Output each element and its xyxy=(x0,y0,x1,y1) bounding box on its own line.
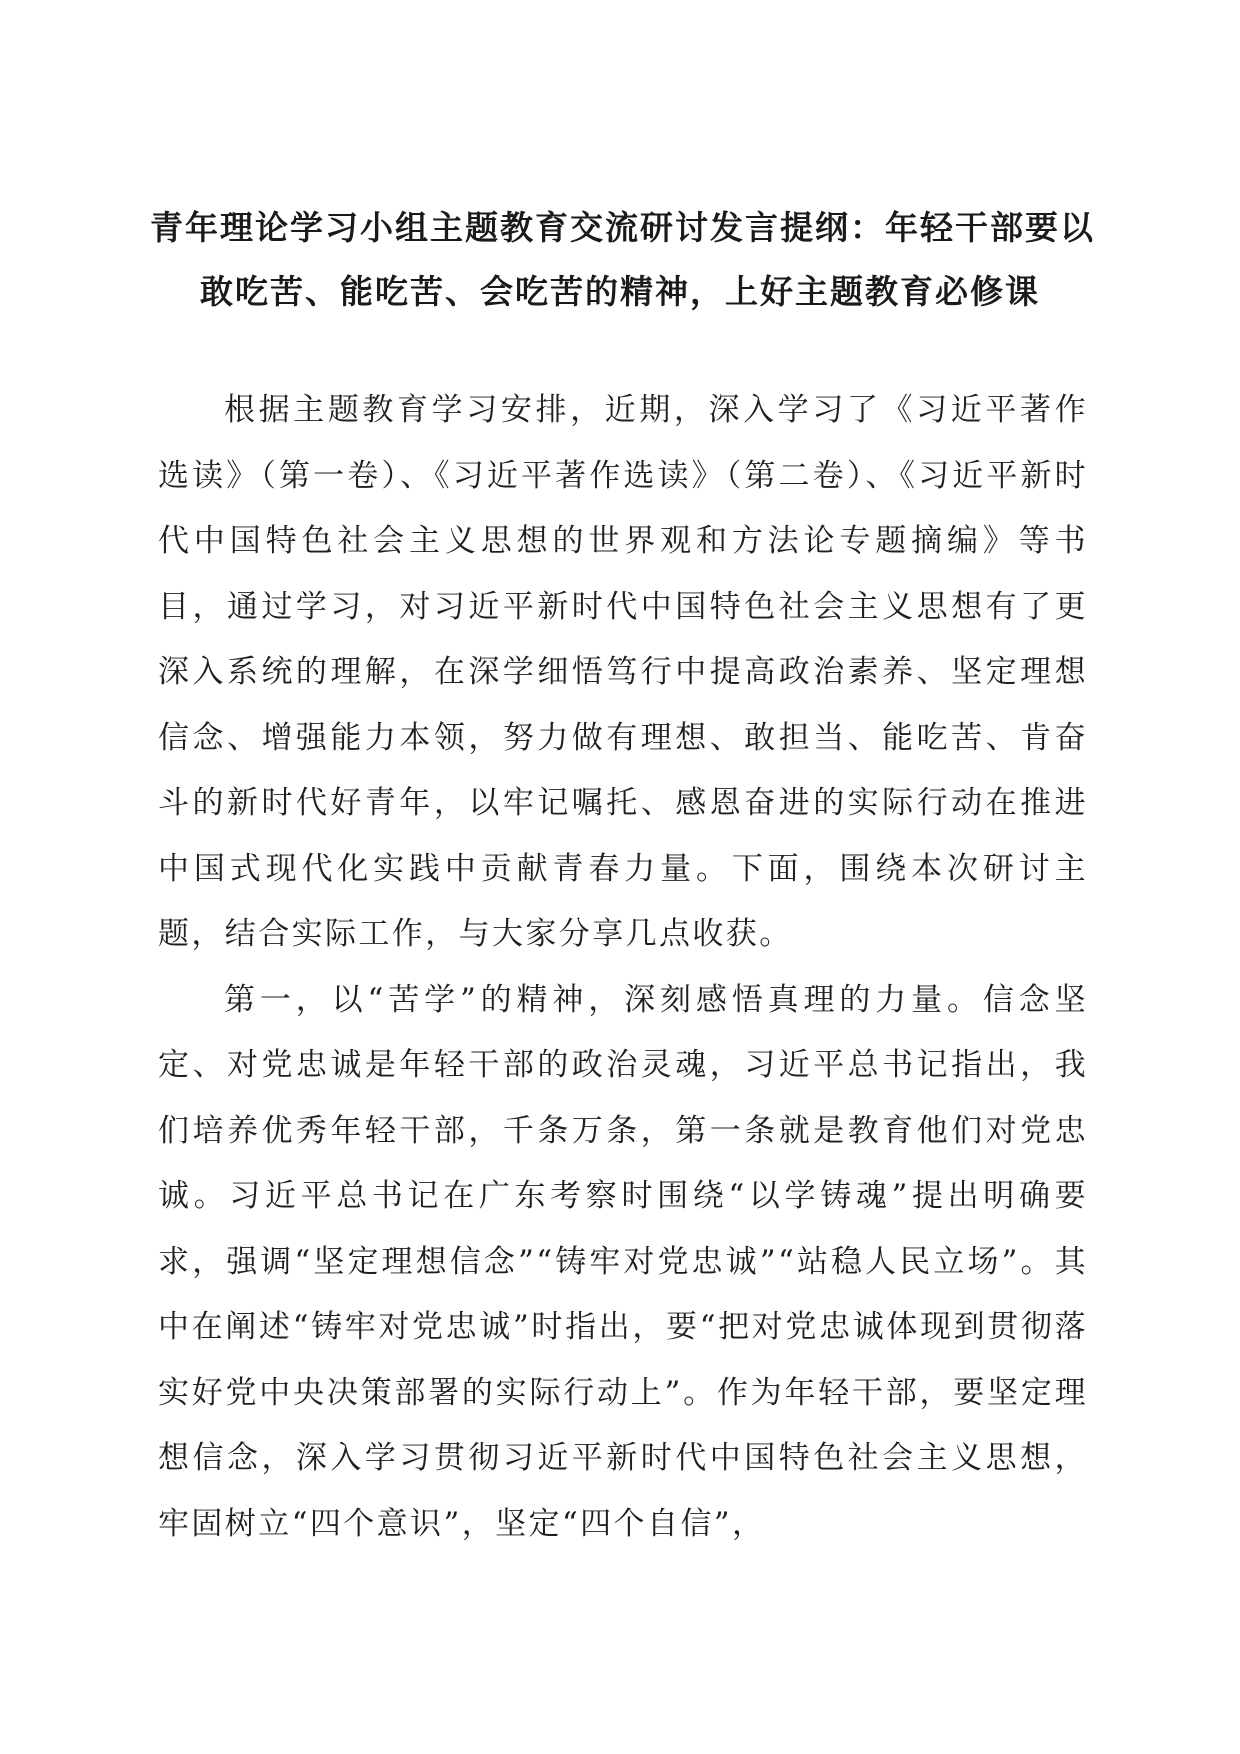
title-line-2: 敢吃苦、能吃苦、会吃苦的精神，上好主题教育必修课 xyxy=(200,272,1040,311)
paragraph-intro: 根据主题教育学习安排，近期，深入学习了《习近平著作选读》（第一卷）、《习近平著作选读》（第二卷）、《习近平新时代中国特色社会主义思想的世界观和方法论专题摘编》等书目，通过学习，对习近平新时代中国特色社会主义思想有了更深入系统的理解，在深学细悟笃行中提高政治素养、坚定理想信念、增强能力本领，努力做有理想、敢担当、能吃苦、肯奋斗的新时代好青年，以牢记嘱托、感恩奋进的实际行动在推进中国式现代化实践中贡献青春力量。下面，围绕本次研讨主题，结合实际工作，与大家分享几点收获。 xyxy=(158,392,1088,952)
title-line-1: 青年理论学习小组主题教育交流研讨发言提纲：年轻干部要以 xyxy=(150,208,1095,247)
paragraph-first-point: 第一，以“苦学”的精神，深刻感悟真理的力量。信念坚定、对党忠诚是年轻干部的政治灵魂，习近平总书记指出，我们培养优秀年轻干部，千条万条，第一条就是教育他们对党忠诚。习近平总书记在广东考察时围绕“以学铸魂”提出明确要求，强调“坚定理想信念”“铸牢对党忠诚”“站稳人民立场”。其中在阐述“铸牢对党忠诚”时指出，要“把对党忠诚体现到贯彻落实好党中央决策部署的实际行动上”。作为年轻干部，要坚定理想信念，深入学习贯彻习近平新时代中国特色社会主义思想，牢固树立“四个意识”，坚定“四个自信”， xyxy=(158,981,1088,1542)
document-title xyxy=(150,196,1095,324)
document-body xyxy=(158,378,1088,1557)
